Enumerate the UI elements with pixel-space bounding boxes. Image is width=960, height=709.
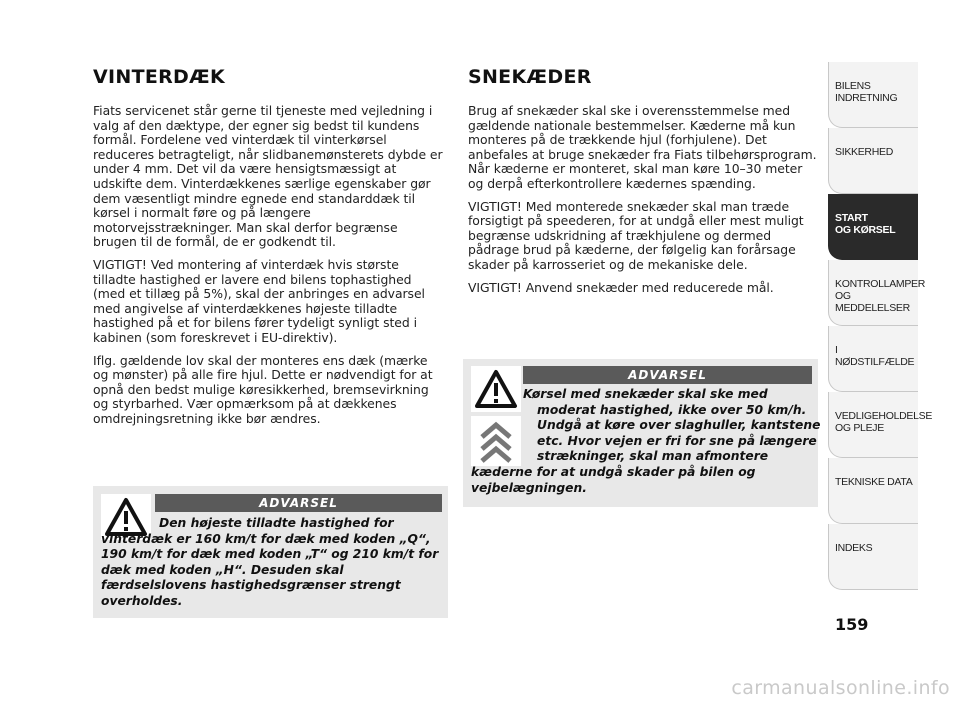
tab-vedligeholdelse[interactable]	[828, 392, 933, 458]
left-column	[93, 66, 445, 434]
warning-text: Den højeste tilladte hastighed for vinterdæk er 160 km/t for dæk med koden „Q“, 190 km/t for dæk med koden „T“ og 210 km/t for dæk med koden „H“. Desuden skal færdselslovens hastighedsgrænser strengt overholdes.	[101, 516, 439, 608]
paragraph: VIGTIGT! Med monterede snekæder skal man træde forsigtigt på speederen, for at undgå eller mest muligt begrænse udskridning af trækhjulene og dermed pådrage brud på kæderne, der følgelig kan forårsage skader på karrosseriet og de mekaniske dele.	[468, 198, 804, 272]
paragraph: Fiats servicenet står gerne til tjeneste med vejledning i valg af den dæktype, der egner sig bedst til kundens formål. Fordelene ved vinterdæk til vinterkørsel reduceres betragteligt, når slidbanemønsterets dybde er under 4 mm. Det vil da være hensigtsmæssigt at udskifte dem. Vinterdækkenes særlige egenskaber gør dem væsentligt mindre egnede end standarddæk til kørsel i normalt føre og på længere motorvejsstrækninger. Man skal derfor begrænse brugen til de formål, de er godkendt til.	[93, 103, 443, 250]
warning-text	[471, 387, 821, 496]
tab-label: BILENS	[835, 80, 871, 92]
tab-label: I NØDSTILFÆLDE	[835, 344, 915, 368]
tab-kontrollamper[interactable]	[828, 260, 926, 326]
tab-label: VEDLIGEHOLDELSE	[835, 410, 933, 422]
paragraph: VIGTIGT! Ved montering af vinterdæk hvis største tilladte hastighed er lavere end bilens tophastighed (med et tillæg på 5%), skal der anbringes en advarsel med angivelse af vinterdækkenes højeste tilladte hastighed på et for bilens fører tydeligt synligt sted i kabinen (som foreskrevet i EU-direktiv).	[93, 256, 425, 345]
warning-line: etc. Hvor vejen er fri for sne på længere	[537, 433, 817, 448]
watermark: carmanualsonline.info	[731, 677, 950, 699]
paragraph: Brug af snekæder skal ske i overensstemmelse med gældende nationale bestemmelser. Kæderne må kun monteres på de trækkende hjul (forhjulene). Det anbefales at bruge snekæder fra Fiats tilbehørsprogram. Når kæderne er monteret, skal man køre 10–30 meter og derpå efterkontrollere kædernes spænding.	[468, 103, 817, 191]
tab-bilens-indretning[interactable]	[828, 62, 918, 128]
warning-label: ADVARSEL	[523, 366, 812, 384]
chapter-tabs	[828, 62, 933, 590]
tab-i-nodstilfaelde[interactable]	[828, 326, 918, 392]
section-heading-winter-tyres: VINTERDÆK	[93, 66, 226, 88]
warning-line: Undgå at køre over slaghuller, kantstene	[537, 418, 821, 433]
tab-sikkerhed[interactable]	[828, 128, 918, 194]
page-number: 159	[835, 615, 869, 634]
warning-box-winter-tyres	[93, 486, 448, 618]
warning-box-snow-chains	[463, 359, 821, 507]
tab-label: OG MEDDELELSER	[835, 290, 910, 314]
tab-label: START	[835, 212, 868, 224]
tab-label: INDRETNING	[835, 92, 898, 104]
tab-tekniske-data[interactable]	[828, 458, 918, 524]
tab-label: OG KØRSEL	[835, 224, 896, 236]
tab-label: INDEKS	[835, 542, 873, 554]
paragraph: Iflg. gældende lov skal der monteres ens dæk (mærke og mønster) på alle fire hjul. Dette er nødvendigt for at opnå den bedst mulige køresikkerhed, bremsevirkning og styrbarhed. Vær opmærksom på at dækkenes omdrejningsretning ikke bør ændres.	[93, 352, 433, 426]
paragraph: VIGTIGT! Anvend snekæder med reducerede mål.	[468, 279, 774, 295]
tab-label: TEKNISKE DATA	[835, 476, 913, 488]
warning-label: ADVARSEL	[155, 494, 442, 512]
tab-indeks[interactable]	[828, 524, 918, 590]
right-column	[468, 66, 820, 303]
section-heading-snow-chains: SNEKÆDER	[468, 66, 592, 88]
warning-line: moderat hastighed, ikke over 50 km/h.	[537, 402, 807, 417]
tab-label: KONTROLLAMPER	[835, 278, 926, 290]
warning-line: Kørsel med snekæder skal ske med	[523, 387, 768, 401]
tab-label: SIKKERHED	[835, 146, 893, 158]
tab-label: OG PLEJE	[835, 422, 884, 434]
warning-line: strækninger, skal man afmontere	[537, 449, 769, 464]
warning-line: vejbelægningen.	[471, 480, 587, 495]
warning-line: kæderne for at undgå skader på bilen og	[471, 464, 756, 479]
tab-start-og-korsel[interactable]	[828, 194, 918, 260]
